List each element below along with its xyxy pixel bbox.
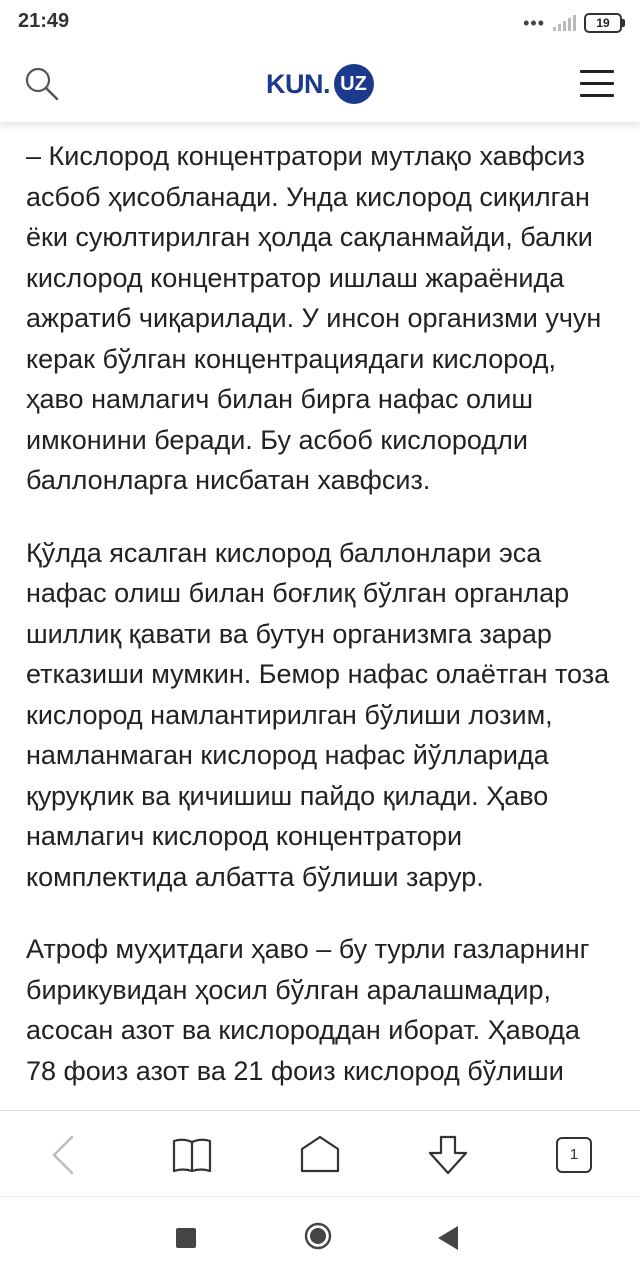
battery-icon: 19 [584, 13, 622, 33]
home-icon [298, 1133, 342, 1177]
more-dots-icon: ••• [523, 13, 545, 33]
back-triangle-icon[interactable] [438, 1226, 458, 1250]
signal-icon [553, 15, 576, 31]
status-icons [523, 12, 622, 34]
back-arrow-icon [42, 1133, 86, 1177]
search-button[interactable] [24, 66, 60, 102]
browser-toolbar [0, 1110, 640, 1197]
status-time: 21:49 [18, 10, 70, 32]
tabs-icon[interactable]: 1 [556, 1137, 592, 1173]
logo-badge: UZ [334, 64, 374, 104]
site-logo[interactable] [266, 64, 374, 104]
bookmarks-book-icon [170, 1133, 214, 1177]
back-button[interactable] [42, 1133, 86, 1177]
download-button[interactable] [426, 1133, 470, 1177]
system-nav-bar [0, 1196, 640, 1281]
home-button[interactable] [298, 1133, 342, 1177]
site-header [0, 46, 640, 122]
article-body[interactable] [0, 122, 640, 1110]
logo-dot: . [323, 68, 331, 99]
article-paragraph: Қўлда ясалган кислород баллонлари эса нафас олиш билан боғлиқ бўлган органлар шиллиқ қавати ва бутун организмга зарар етказиши мумкин. Бемор нафас олаётган тоза кислород намлантирилган бўлиши лозим, намланмаган кислород нафас йўлларида қуруқлик ва қичишиш пайдо қилади. Ҳаво намлагич кислород концентратори комплектида албатта бўлиши зарур. [26, 537, 610, 892]
menu-icon [580, 70, 614, 97]
home-circle-icon[interactable] [304, 1222, 332, 1250]
article-paragraph: Атроф муҳитдаги ҳаво – бу турли газларнинг бирикувидан ҳосил бўлган аралашмадир, асосан азот ва кислороддан иборат. Ҳавода 78 фоиз азот ва 21 фоиз кислород бўлиши [26, 934, 590, 1086]
status-bar [0, 0, 640, 46]
logo-text: KUN [266, 68, 323, 99]
recents-square-icon[interactable] [176, 1228, 196, 1248]
search-icon [24, 66, 60, 102]
download-icon [426, 1133, 470, 1177]
article-paragraph: – Кислород концентратори мутлақо хавфсиз асбоб ҳисобланади. Унда кислород сиқилган ёки суюлтирилган ҳолда сақланмайди, балки кислород концентратор ишлаш жараёнида ажратиб чиқарилади. У инсон организми учун керак бўлган концентрациядаги кислород, ҳаво намлагич билан бирга нафас олиш имконини беради. Бу асбоб кислородли баллонларга нисбатан хавфсиз. [26, 141, 602, 495]
menu-button[interactable] [580, 70, 614, 98]
bookmarks-button[interactable] [170, 1133, 214, 1177]
